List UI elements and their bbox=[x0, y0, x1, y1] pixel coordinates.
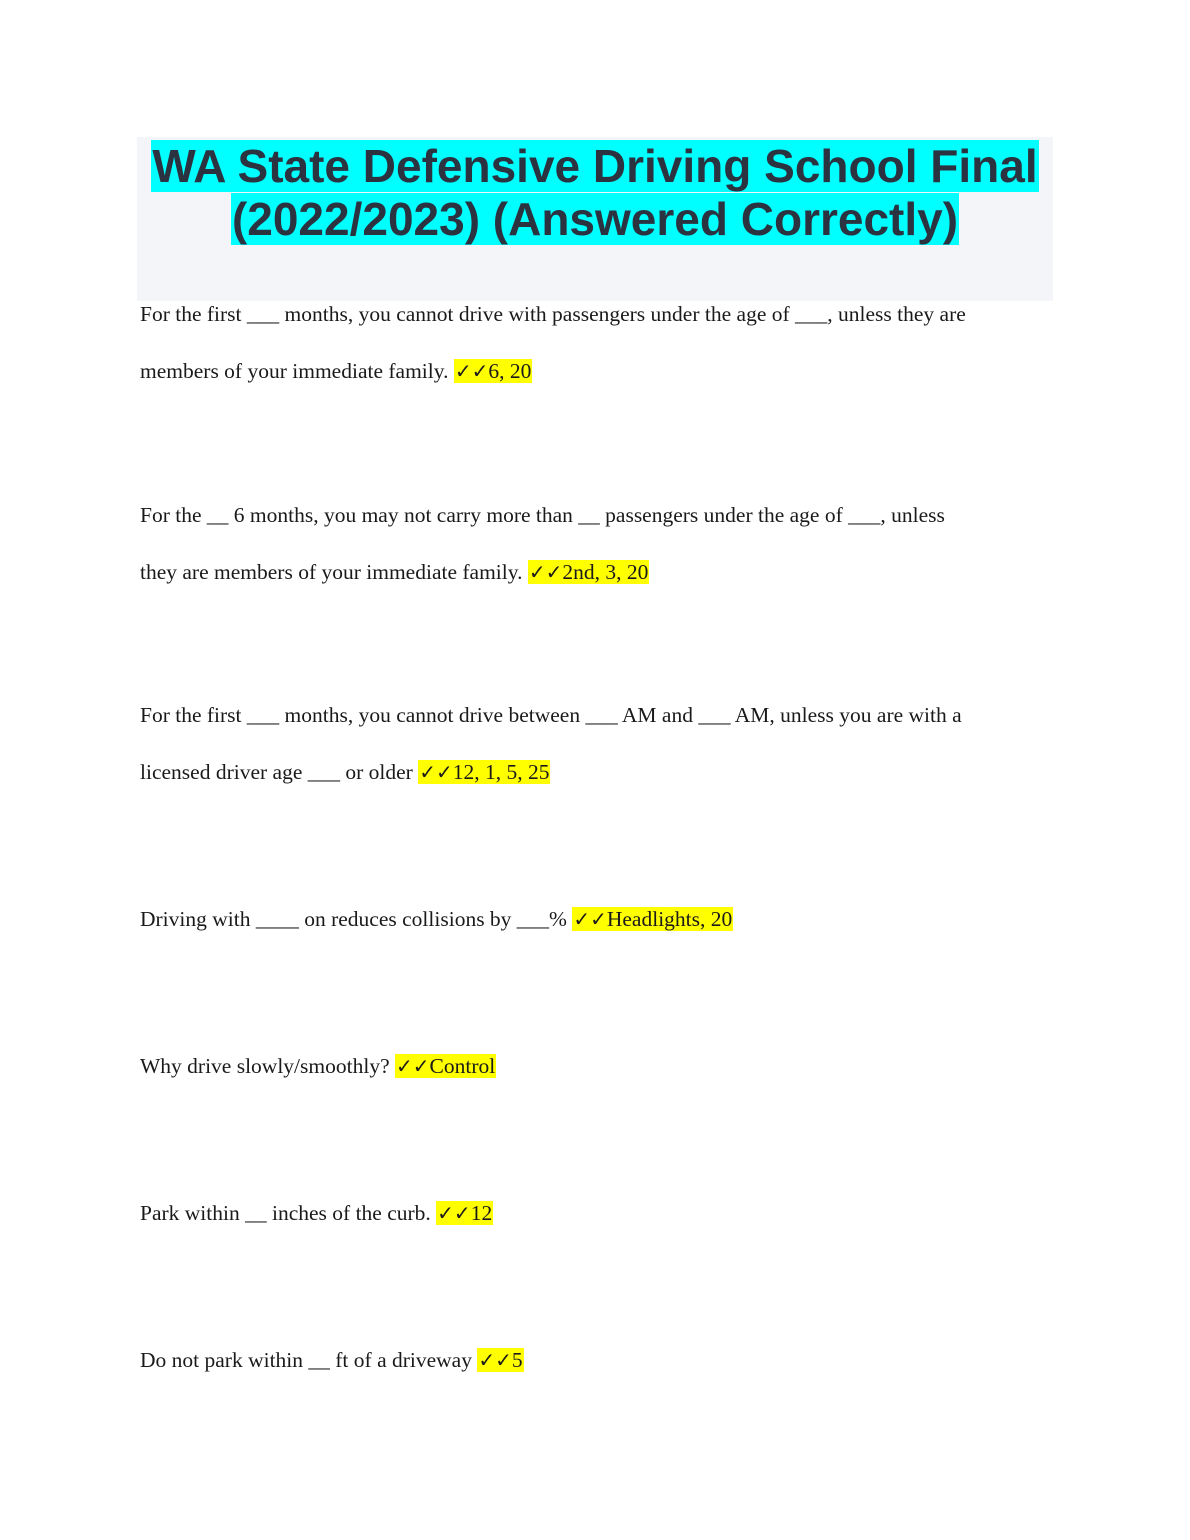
answer-text: 6, 20 bbox=[488, 359, 532, 383]
answer-highlight bbox=[418, 760, 550, 784]
answer-highlight bbox=[572, 907, 733, 931]
check-mark-icon: ✓✓ bbox=[396, 1054, 430, 1078]
title-line-2: (2022/2023) (Answered Correctly) bbox=[231, 193, 959, 245]
question-text: Why drive slowly/smoothly? bbox=[140, 1054, 390, 1078]
question-text: Driving with ____ on reduces collisions by ___% bbox=[140, 907, 567, 931]
question-text: For the __ 6 months, you may not carry more than __ passengers under the age of ___, unless bbox=[140, 503, 945, 527]
question-line bbox=[140, 1185, 1050, 1242]
check-mark-icon: ✓✓ bbox=[419, 760, 453, 784]
question-text-continued bbox=[140, 544, 1050, 601]
check-mark-icon: ✓✓ bbox=[573, 907, 607, 931]
answer-highlight bbox=[528, 560, 650, 584]
question-line bbox=[140, 1038, 1050, 1095]
title-line-1: WA State Defensive Driving School Final bbox=[152, 140, 1038, 192]
question-item bbox=[140, 891, 1050, 948]
answer-text: Control bbox=[429, 1054, 496, 1078]
question-item bbox=[140, 687, 1050, 801]
question-text: licensed driver age ___ or older bbox=[140, 760, 413, 784]
answer-text: 5 bbox=[511, 1348, 523, 1372]
answer-text: 12, 1, 5, 25 bbox=[452, 760, 550, 784]
question-text: members of your immediate family. bbox=[140, 359, 449, 383]
question-item bbox=[140, 286, 1050, 400]
check-mark-icon: ✓✓ bbox=[478, 1348, 512, 1372]
question-item bbox=[140, 1038, 1050, 1095]
question-item bbox=[140, 1332, 1050, 1389]
check-mark-icon: ✓✓ bbox=[437, 1201, 471, 1225]
question-text: they are members of your immediate family. bbox=[140, 560, 523, 584]
question-item bbox=[140, 487, 1050, 601]
question-item bbox=[140, 1185, 1050, 1242]
answer-highlight bbox=[477, 1348, 523, 1372]
check-mark-icon: ✓✓ bbox=[454, 359, 489, 383]
question-line bbox=[140, 1332, 1050, 1389]
question-text: Park within __ inches of the curb. bbox=[140, 1201, 431, 1225]
question-text: For the first ___ months, you cannot drive between ___ AM and ___ AM, unless you are with a bbox=[140, 703, 962, 727]
answer-highlight bbox=[436, 1201, 493, 1225]
answer-text: 12 bbox=[470, 1201, 493, 1225]
answer-highlight bbox=[454, 359, 533, 383]
question-text: Do not park within __ ft of a driveway bbox=[140, 1348, 472, 1372]
question-text-continued bbox=[140, 343, 1050, 400]
question-line bbox=[140, 891, 1050, 948]
document-title bbox=[137, 137, 1053, 301]
answer-text: 2nd, 3, 20 bbox=[562, 560, 649, 584]
answer-text: Headlights, 20 bbox=[606, 907, 733, 931]
question-text: For the first ___ months, you cannot drive with passengers under the age of ___, unless they are bbox=[140, 302, 966, 326]
answer-highlight bbox=[395, 1054, 496, 1078]
question-text-continued bbox=[140, 744, 1050, 801]
check-mark-icon: ✓✓ bbox=[528, 560, 563, 584]
